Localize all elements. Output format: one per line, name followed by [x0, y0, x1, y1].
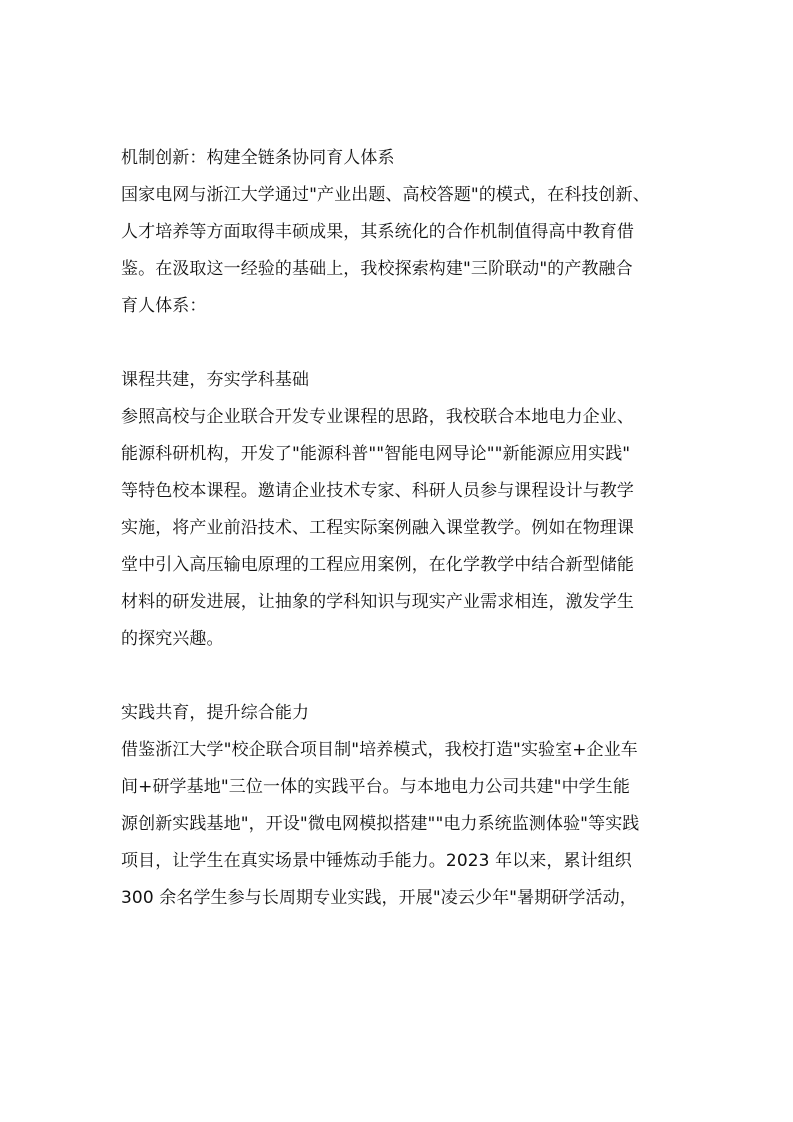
paragraph-line: 的探究兴趣。 — [121, 629, 224, 649]
paragraph-line: 能源科研机构，开发了"能源科普""智能电网导论""新能源应用实践" — [121, 444, 631, 464]
paragraph-line: 参照高校与企业联合开发专业课程的思路，我校联合本地电力企业、 — [121, 407, 634, 427]
paragraph-line: 堂中引入高压输电原理的工程应用案例，在化学教学中结合新型储能 — [121, 555, 634, 575]
blank-line — [121, 325, 681, 362]
paragraph-line: 材料的研发进展，让抽象的学科知识与现实产业需求相连，激发学生 — [121, 592, 634, 612]
paragraph-line: 300 余名学生参与长周期专业实践，开展"凌云少年"暑期研学活动， — [121, 888, 637, 908]
paragraph-line: 源创新实践基地"，开设"微电网模拟搭建""电力系统监测体验"等实践 — [121, 814, 640, 834]
section-heading: 机制创新：构建全链条协同育人体系 — [121, 148, 395, 168]
paragraph-line: 项目，让学生在真实场景中锤炼动手能力。2023 年以来，累计组织 — [121, 851, 632, 871]
paragraph-line: 鉴。在汲取这一经验的基础上，我校探索构建"三阶联动"的产教融合 — [121, 259, 633, 279]
paragraph-line: 间+研学基地"三位一体的实践平台。与本地电力公司共建"中学生能 — [121, 777, 630, 797]
blank-line — [121, 658, 681, 695]
paragraph-line: 等特色校本课程。邀请企业技术专家、科研人员参与课程设计与教学 — [121, 481, 634, 501]
section-heading: 课程共建，夯实学科基础 — [121, 370, 310, 390]
paragraph-line: 借鉴浙江大学"校企联合项目制"培养模式，我校打造"实验室+企业车 — [121, 740, 638, 760]
paragraph-line: 人才培养等方面取得丰硕成果，其系统化的合作机制值得高中教育借 — [121, 222, 634, 242]
paragraph-line: 国家电网与浙江大学通过"产业出题、高校答题"的模式，在科技创新、 — [121, 185, 650, 205]
paragraph-line: 育人体系： — [121, 296, 207, 316]
document-body — [121, 140, 681, 917]
paragraph-line: 实施，将产业前沿技术、工程实际案例融入课堂教学。例如在物理课 — [121, 518, 634, 538]
section-heading: 实践共育，提升综合能力 — [121, 703, 310, 723]
